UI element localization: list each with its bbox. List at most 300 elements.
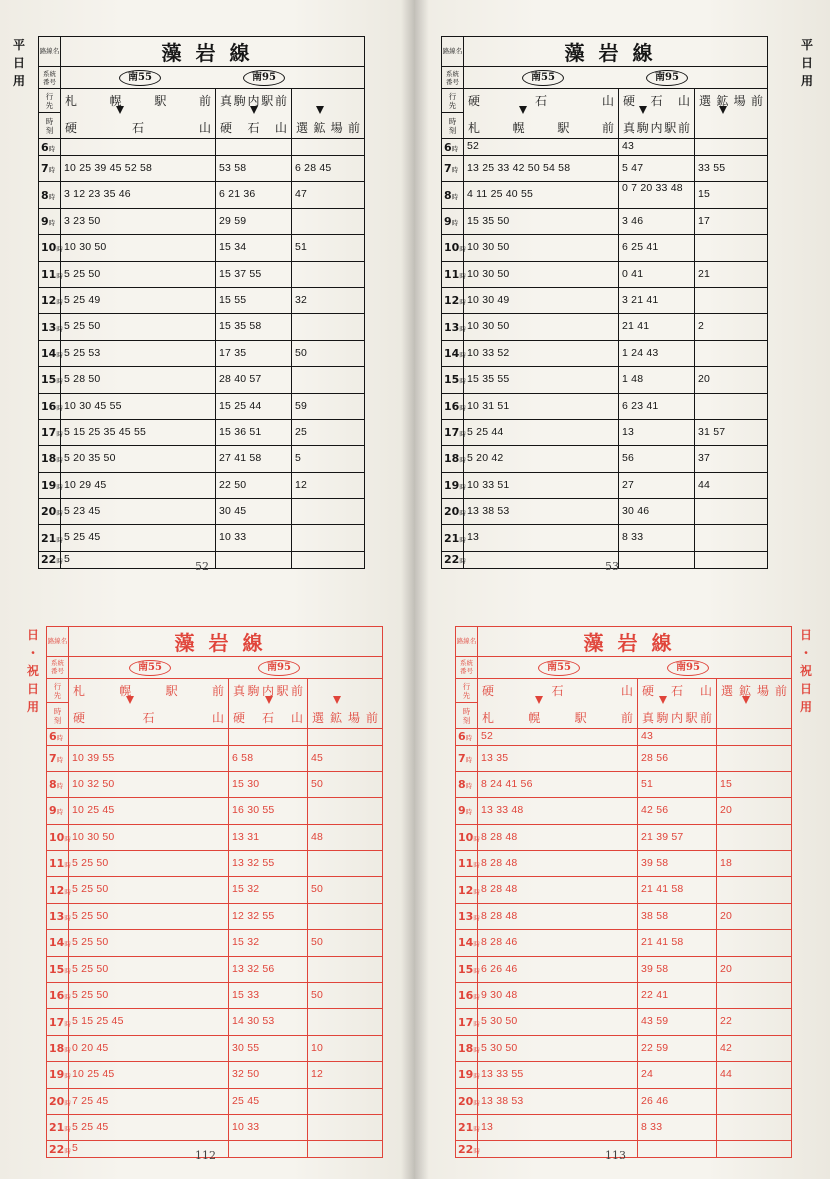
route-title: 藻岩線 — [478, 626, 792, 656]
hour-suffix: 時 — [473, 914, 480, 923]
departure-minutes: 20 — [698, 373, 711, 386]
departure-minutes: 15 35 58 — [219, 320, 262, 333]
departure-minutes: 20 — [720, 804, 733, 817]
hour-suffix: 時 — [56, 782, 64, 791]
side-label-char: 日 — [26, 681, 39, 696]
hour-suffix: 時 — [473, 1072, 480, 1081]
departure-minutes: 5 25 45 — [64, 531, 101, 544]
departure-cell-s55 — [69, 745, 229, 771]
hour-cell — [47, 956, 69, 982]
destination-char: 硬 — [233, 710, 246, 725]
destination-char: 石 — [247, 121, 260, 135]
time-label-text: 刻 — [53, 715, 62, 725]
departure-minutes: 5 47 — [622, 162, 644, 174]
departure-minutes: 50 — [311, 936, 324, 949]
destination-header — [619, 89, 695, 139]
departure-minutes: 10 — [311, 1041, 324, 1054]
hour-cell — [442, 182, 464, 208]
hour-row — [442, 261, 768, 287]
page-number: 112 — [195, 1149, 216, 1162]
departure-minutes: 10 25 39 45 52 58 — [64, 162, 153, 174]
departure-cell-s95a — [229, 1009, 308, 1035]
direction-arrow-icon — [659, 696, 667, 704]
departure-minutes: 56 — [622, 452, 635, 465]
destination-header — [216, 89, 292, 139]
departure-minutes: 53 58 — [219, 162, 247, 174]
hour-row — [47, 983, 383, 1009]
departure-cell-s95a — [229, 1035, 308, 1061]
destination-line-top — [73, 682, 224, 699]
destination-header — [61, 89, 216, 139]
departure-cell-s95a — [216, 340, 292, 366]
departure-cell-s55 — [69, 1088, 229, 1114]
destination-header — [464, 89, 619, 139]
hour-cell — [456, 956, 478, 982]
dest-label-text: 行 — [462, 681, 471, 691]
departure-minutes: 50 — [295, 346, 308, 359]
time-label-text: 刻 — [462, 715, 471, 725]
destination-char: 札 — [482, 710, 495, 725]
hour-cell — [47, 930, 69, 956]
system-label-text: 系統 — [43, 69, 56, 78]
destination-char: 駒 — [636, 121, 649, 135]
departure-cell-s95a — [638, 1062, 717, 1088]
departure-cell-s95b — [292, 156, 365, 182]
hour-cell — [47, 1114, 69, 1140]
departure-minutes: 50 — [311, 883, 324, 896]
departure-cell-s55 — [464, 156, 619, 182]
destination-char: 駅 — [276, 683, 289, 698]
hour-row — [456, 983, 792, 1009]
hour-row — [442, 499, 768, 525]
hour-suffix: 時 — [64, 1098, 71, 1107]
system-label-text: 番号 — [51, 667, 64, 675]
departure-cell-s55 — [478, 877, 638, 903]
hour-suffix: 時 — [473, 993, 480, 1002]
hour-value: 9 — [41, 214, 49, 228]
departure-minutes: 44 — [698, 478, 711, 491]
system-row — [478, 656, 792, 678]
departure-cell-s95a — [638, 877, 717, 903]
departure-cell-s55 — [464, 446, 619, 472]
hour-row — [47, 745, 383, 771]
hour-cell — [456, 930, 478, 956]
departure-minutes: 16 30 55 — [232, 804, 275, 817]
side-label-char: 日 — [799, 627, 812, 642]
hour-value: 8 — [49, 778, 57, 792]
departure-minutes: 8 28 48 — [481, 830, 518, 843]
hour-cell — [442, 208, 464, 234]
departure-minutes: 5 25 50 — [72, 962, 109, 975]
hour-row — [47, 1088, 383, 1114]
departure-minutes: 50 — [311, 777, 324, 790]
direction-arrow-icon — [639, 106, 647, 114]
hour-row — [442, 367, 768, 393]
destination-char: 前 — [347, 121, 360, 135]
hour-value: 9 — [49, 804, 57, 818]
departure-minutes: 3 23 50 — [64, 214, 101, 227]
hour-row — [456, 903, 792, 929]
departure-cell-s55 — [478, 930, 638, 956]
departure-cell-s95b — [695, 235, 768, 261]
departure-minutes: 13 25 33 42 50 54 58 — [467, 162, 571, 174]
hour-cell — [442, 446, 464, 472]
departure-minutes: 15 35 55 — [467, 373, 510, 386]
route-name-label-text: 路線名 — [442, 47, 463, 55]
departure-cell-s95a — [619, 340, 695, 366]
destination-char: 石 — [670, 683, 683, 698]
departure-minutes: 5 — [295, 452, 302, 465]
timetable — [46, 626, 383, 1159]
departure-minutes: 32 50 — [232, 1068, 260, 1081]
departure-cell-s55 — [478, 728, 638, 745]
departure-minutes: 39 58 — [641, 962, 669, 975]
departure-cell-s95b — [695, 340, 768, 366]
departure-minutes: 13 33 48 — [481, 804, 524, 817]
hour-row — [456, 1088, 792, 1114]
hour-suffix: 時 — [64, 834, 71, 843]
hour-suffix: 時 — [459, 535, 466, 544]
side-label-char: 用 — [12, 74, 25, 88]
departure-cell-s55 — [478, 1009, 638, 1035]
departure-cell-s95b — [717, 1062, 792, 1088]
departure-minutes: 15 55 — [219, 293, 247, 306]
departure-minutes: 1 24 43 — [622, 346, 659, 359]
destination-char: 選 — [721, 683, 734, 698]
hour-value: 22 — [444, 553, 460, 567]
hour-suffix: 時 — [64, 887, 71, 896]
destination-line-top — [623, 92, 690, 109]
destination-header — [478, 678, 638, 728]
system-label-text: 番号 — [446, 77, 459, 86]
destination-char: 山 — [601, 94, 614, 108]
departure-cell-s55 — [61, 287, 216, 313]
departure-minutes: 30 55 — [232, 1041, 260, 1054]
departure-minutes: 5 25 50 — [72, 909, 109, 922]
destination-char: 内 — [670, 710, 683, 725]
system-badge-55: 南55 — [522, 70, 564, 86]
system-badge-95: 南95 — [667, 660, 709, 676]
departure-minutes: 33 55 — [698, 162, 726, 174]
hour-suffix: 時 — [64, 993, 71, 1002]
destination-header — [638, 678, 717, 728]
departure-minutes: 8 33 — [641, 1120, 663, 1133]
departure-cell-s55 — [464, 139, 619, 156]
destination-char: 前 — [290, 683, 303, 698]
hour-suffix: 時 — [64, 1072, 71, 1081]
departure-cell-s95a — [229, 956, 308, 982]
hour-value: 17 — [41, 426, 57, 440]
departure-cell-s95b — [308, 930, 383, 956]
destination-line-bottom — [312, 709, 378, 726]
hour-suffix: 時 — [473, 861, 480, 870]
departure-minutes: 20 — [720, 962, 733, 975]
hour-cell — [456, 851, 478, 877]
hour-row — [47, 1035, 383, 1061]
destination-char: 内 — [650, 121, 663, 135]
time-label-text: 刻 — [45, 126, 54, 135]
departure-cell-s55 — [478, 1088, 638, 1114]
hour-value: 22 — [41, 553, 57, 567]
departure-minutes: 21 41 58 — [641, 883, 684, 896]
hour-cell — [456, 983, 478, 1009]
hour-value: 6 — [444, 140, 452, 154]
hour-row — [47, 1009, 383, 1035]
departure-minutes: 25 45 — [232, 1094, 260, 1107]
dest-time-label — [47, 678, 69, 728]
departure-cell-s55 — [464, 419, 619, 445]
hour-row — [442, 156, 768, 182]
departure-minutes: 5 25 50 — [72, 883, 109, 896]
hour-cell — [442, 156, 464, 182]
departure-minutes: 52 — [467, 140, 480, 152]
departure-minutes: 1 48 — [622, 373, 644, 386]
hour-row — [39, 287, 365, 313]
departure-cell-s95b — [308, 1062, 383, 1088]
departure-cell-s95a — [638, 1088, 717, 1114]
departure-minutes: 15 35 50 — [467, 214, 510, 227]
departure-cell-s95b — [308, 798, 383, 824]
departure-minutes: 43 — [641, 729, 654, 742]
destination-char: 札 — [73, 683, 86, 698]
usage-side-label — [799, 626, 813, 716]
departure-cell-s95a — [229, 745, 308, 771]
departure-minutes: 5 23 45 — [64, 505, 101, 518]
departure-minutes: 15 33 — [232, 989, 260, 1002]
departure-minutes: 45 — [311, 751, 324, 764]
hour-value: 15 — [444, 373, 460, 387]
dest-label-text: 行 — [448, 92, 457, 101]
hour-cell — [39, 551, 61, 568]
departure-cell-s95b — [717, 771, 792, 797]
hour-cell — [47, 1088, 69, 1114]
destination-line-bottom — [220, 119, 287, 136]
timetable — [455, 626, 792, 1159]
destination-char: 鉱 — [739, 683, 752, 698]
departure-minutes: 8 33 — [622, 531, 644, 544]
hour-value: 6 — [49, 730, 57, 743]
destination-char: 鉱 — [716, 94, 729, 108]
destination-char: 石 — [142, 710, 155, 725]
destination-char: 駅 — [261, 94, 274, 108]
destination-char: 前 — [750, 94, 763, 108]
departure-minutes: 5 30 50 — [481, 1041, 518, 1054]
hour-cell — [442, 340, 464, 366]
direction-arrow-icon — [126, 696, 134, 704]
departure-cell-s95a — [216, 499, 292, 525]
hour-cell — [456, 877, 478, 903]
side-label-char: 用 — [799, 699, 812, 714]
hour-cell — [442, 525, 464, 551]
departure-cell-s95a — [229, 983, 308, 1009]
hour-cell — [39, 393, 61, 419]
hour-suffix: 時 — [56, 271, 63, 280]
destination-char: 幌 — [109, 94, 122, 108]
dest-time-label — [39, 89, 61, 139]
hour-value: 13 — [49, 910, 65, 924]
departure-cell-s95a — [619, 139, 695, 156]
dest-label-text: 先 — [448, 101, 457, 110]
departure-minutes: 5 15 25 45 — [72, 1015, 124, 1028]
timetable — [38, 36, 365, 569]
departure-cell-s95a — [638, 903, 717, 929]
departure-cell-s95a — [619, 208, 695, 234]
page-number: 53 — [605, 559, 619, 573]
hour-value: 16 — [444, 399, 460, 413]
destination-line-top — [65, 92, 211, 109]
hour-row — [442, 472, 768, 498]
hour-suffix: 時 — [56, 734, 64, 742]
departure-minutes: 10 30 50 — [467, 241, 510, 254]
destination-char: 前 — [274, 94, 287, 108]
hour-row — [442, 419, 768, 445]
destination-char: 駅 — [557, 121, 570, 135]
departure-cell-s95b — [717, 728, 792, 745]
destination-char: 石 — [551, 683, 564, 698]
departure-cell-s55 — [69, 877, 229, 903]
departure-cell-s55 — [464, 340, 619, 366]
departure-minutes: 15 36 51 — [219, 425, 262, 438]
departure-cell-s55 — [61, 261, 216, 287]
departure-cell-s95a — [638, 1035, 717, 1061]
departure-cell-s95b — [717, 1009, 792, 1035]
hour-value: 11 — [49, 857, 65, 871]
direction-arrow-icon — [519, 106, 527, 114]
departure-minutes: 6 25 41 — [622, 241, 659, 254]
hour-suffix: 時 — [459, 482, 466, 491]
direction-arrow-icon — [719, 106, 727, 114]
direction-arrow-icon — [742, 696, 750, 704]
hour-value: 22 — [49, 1142, 65, 1156]
departure-cell-s55 — [61, 525, 216, 551]
destination-line-bottom — [73, 709, 224, 726]
side-label-char: 日 — [12, 56, 25, 70]
hour-value: 7 — [444, 162, 452, 176]
departure-cell-s55 — [69, 851, 229, 877]
departure-cell-s95b — [308, 1114, 383, 1140]
departure-cell-s95b — [717, 1141, 792, 1158]
departure-cell-s95a — [619, 287, 695, 313]
departure-cell-s95b — [717, 824, 792, 850]
departure-cell-s95a — [216, 139, 292, 156]
hour-row — [442, 235, 768, 261]
departure-cell-s95b — [292, 551, 365, 568]
hour-row — [39, 393, 365, 419]
hour-row — [47, 824, 383, 850]
hour-row — [456, 745, 792, 771]
departure-minutes: 12 — [295, 478, 308, 491]
hour-value: 13 — [444, 320, 460, 334]
departure-cell-s95a — [229, 824, 308, 850]
departure-cell-s95b — [292, 446, 365, 472]
time-label-text: 時 — [462, 706, 471, 716]
hour-cell — [39, 261, 61, 287]
departure-cell-s95a — [638, 745, 717, 771]
departure-minutes: 51 — [295, 241, 308, 254]
hour-cell — [39, 156, 61, 182]
hour-suffix: 時 — [48, 218, 56, 227]
hour-suffix: 時 — [473, 1045, 480, 1054]
departure-cell-s95b — [308, 745, 383, 771]
departure-cell-s95a — [229, 1088, 308, 1114]
departure-minutes: 6 23 41 — [622, 399, 659, 412]
hour-value: 14 — [41, 346, 57, 360]
hour-suffix: 時 — [64, 940, 71, 949]
departure-cell-s95b — [292, 340, 365, 366]
hour-suffix: 時 — [451, 166, 459, 175]
hour-row — [456, 798, 792, 824]
departure-cell-s55 — [478, 851, 638, 877]
system-badge-95: 南95 — [243, 70, 285, 86]
departure-minutes: 8 28 48 — [481, 909, 518, 922]
destination-char: 鉱 — [313, 121, 326, 135]
departure-minutes: 10 30 50 — [467, 267, 510, 280]
departure-minutes: 6 26 46 — [481, 962, 518, 975]
hour-row — [47, 1114, 383, 1140]
departure-minutes: 13 — [622, 425, 635, 438]
hour-cell — [442, 499, 464, 525]
departure-cell-s95a — [638, 930, 717, 956]
departure-minutes: 10 33 52 — [467, 346, 510, 359]
departure-cell-s95a — [619, 419, 695, 445]
hour-value: 15 — [41, 373, 57, 387]
route-title: 藻岩線 — [69, 626, 383, 656]
hour-row — [47, 877, 383, 903]
usage-side-label — [26, 626, 40, 716]
departure-cell-s95b — [695, 419, 768, 445]
hour-suffix: 時 — [56, 535, 63, 544]
departure-minutes: 50 — [311, 989, 324, 1002]
destination-header — [229, 678, 308, 728]
departure-cell-s95b — [717, 983, 792, 1009]
hour-suffix: 時 — [473, 1125, 480, 1134]
side-label-char: 日 — [799, 681, 812, 696]
departure-cell-s55 — [478, 956, 638, 982]
destination-char: 石 — [650, 94, 663, 108]
departure-cell-s95b — [717, 930, 792, 956]
hour-value: 16 — [458, 989, 474, 1003]
departure-minutes: 15 — [698, 188, 711, 201]
departure-cell-s95b — [292, 261, 365, 287]
departure-cell-s95a — [619, 235, 695, 261]
departure-cell-s55 — [61, 419, 216, 445]
dest-label-text: 先 — [462, 690, 471, 700]
time-label-text: 時 — [53, 706, 62, 716]
departure-minutes: 13 31 — [232, 830, 260, 843]
destination-char: 真 — [642, 710, 655, 725]
departure-minutes: 5 — [72, 1142, 79, 1155]
hour-suffix: 時 — [56, 808, 64, 817]
hour-value: 18 — [49, 1041, 65, 1055]
departure-cell-s55 — [69, 930, 229, 956]
destination-char: 石 — [534, 94, 547, 108]
destination-char: 前 — [775, 683, 788, 698]
departure-minutes: 5 25 50 — [64, 320, 101, 333]
departure-cell-s55 — [61, 551, 216, 568]
departure-minutes: 28 56 — [641, 751, 669, 764]
hour-suffix: 時 — [459, 324, 466, 333]
departure-cell-s55 — [69, 956, 229, 982]
hour-cell — [47, 728, 69, 745]
departure-cell-s95b — [717, 903, 792, 929]
departure-cell-s95a — [619, 446, 695, 472]
hour-cell — [442, 393, 464, 419]
destination-char: 選 — [296, 121, 309, 135]
hour-value: 14 — [458, 936, 474, 950]
hour-row — [39, 525, 365, 551]
departure-minutes: 21 — [698, 267, 711, 280]
departure-cell-s95b — [292, 235, 365, 261]
